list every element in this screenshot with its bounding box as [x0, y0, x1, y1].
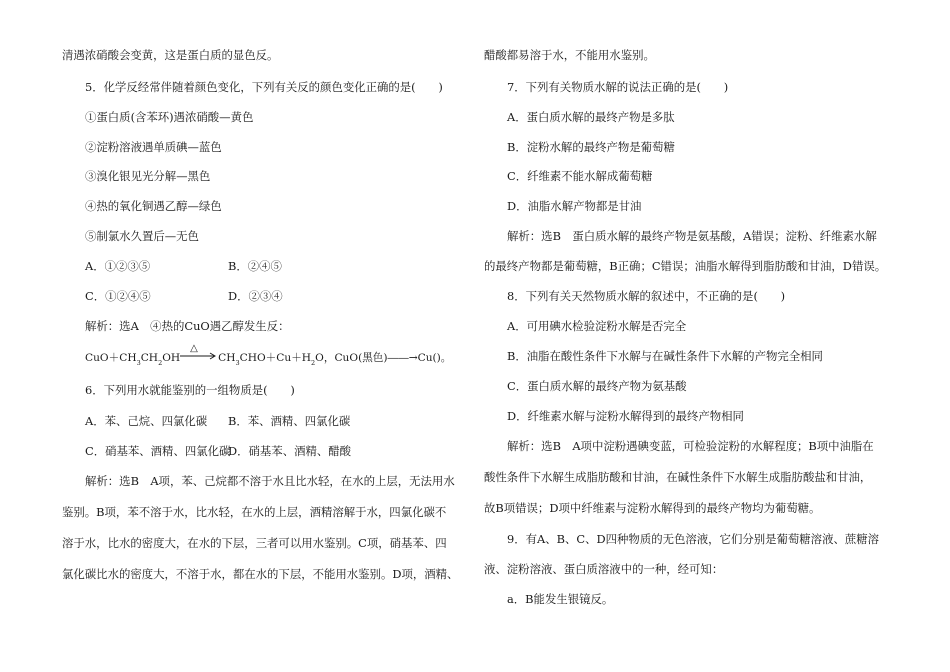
q8-option-a: A．可用碘水检验淀粉水解是否完全	[507, 319, 687, 333]
q8-option-c: C．蛋白质水解的最终产物为氨基酸	[507, 379, 687, 393]
q5-item-3: ③溴化银见光分解—黑色	[85, 169, 211, 183]
reaction-arrow: ――→	[387, 352, 418, 364]
q6-option-b: B．苯、酒精、四氯化碳	[228, 414, 351, 428]
q9-condition-a: a．B能发生银镜反。	[507, 592, 614, 606]
q5-item-2: ②淀粉溶液遇单质碘—蓝色	[85, 140, 222, 154]
q5-options-row-2	[62, 288, 283, 304]
q7-option-b: B．淀粉水解的最终产物是葡萄糖	[507, 140, 675, 154]
text-line: 清遇浓硝酸会变黄，这是蛋白质的显色反。	[62, 48, 279, 62]
q5-equation: $CuO+CH_3CH_2OH$ △ $CH_3CHO+Cu+H_2O$，CuO(黑色)――→Cu()。	[85, 343, 452, 367]
q5-item-1: ①蛋白质(含苯环)遇浓硝酸—黄色	[85, 110, 254, 124]
q6-options-row-1	[62, 413, 351, 429]
q6-analysis-line: 鉴别。B项，苯不溶于水，比水轻，在水的上层，酒精溶解于水，四氯化碳不	[62, 505, 447, 519]
q5-analysis: 解析：选A ④热的CuO遇乙醇发生反：	[85, 319, 290, 333]
q7-option-d: D．油脂水解产物都是甘油	[507, 199, 642, 213]
heat-arrow	[180, 343, 218, 364]
text-line: 醋酸都易溶于水，不能用水鉴别。	[484, 48, 655, 62]
delta-heat-icon	[180, 346, 218, 360]
q6-options-row-2	[62, 443, 352, 459]
q6-option-c: C．硝基苯、酒精、四氯化碳	[85, 444, 231, 458]
q6-analysis-line: 解析：选B A项，苯、己烷都不溶于水且比水轻，在水的上层，无法用水	[85, 474, 455, 488]
q5-option-b: B．②④⑤	[228, 259, 282, 273]
q7-analysis-line: 解析：选B 蛋白质水解的最终产物是氨基酸，A错误；淀粉、纤维素水解	[507, 229, 877, 243]
delta-sign: △	[190, 343, 198, 354]
q8-analysis-line: 酸性条件下水解生成脂肪酸和甘油，在碱性条件下水解生成脂肪酸盐和甘油，	[484, 470, 872, 484]
q5-option-a: A．①②③⑤	[85, 259, 151, 273]
q6-analysis-line: 溶于水，比水的密度大，在水的下层，三者可以用水鉴别。C项，硝基苯、四	[62, 536, 447, 550]
q8-option-b: B．油脂在酸性条件下水解与在碱性条件下水解的产物完全相同	[507, 349, 823, 363]
q5-options-row-1	[62, 258, 282, 274]
question-9-stem: 9．有A、B、C、D四种物质的无色溶液，它们分别是葡萄糖溶液、蔗糖溶	[507, 532, 880, 546]
q5-option-c: C．①②④⑤	[85, 289, 151, 303]
q6-option-a: A．苯、己烷、四氯化碳	[85, 414, 208, 428]
q6-option-d: D．硝基苯、酒精、醋酸	[228, 444, 352, 458]
q6-analysis-line: 氯化碳比水的密度大，不溶于水，都在水的下层，不能用水鉴别。D项，酒精、	[62, 567, 459, 581]
q7-option-a: A．蛋白质水解的最终产物是多肽	[507, 110, 675, 124]
question-9-stem: 液、淀粉溶液、蛋白质溶液中的一种，经可知：	[484, 562, 724, 576]
q8-analysis-line: 故B项错误；D项中纤维素与淀粉水解得到的最终产物均为葡萄糖。	[484, 501, 821, 515]
q5-item-4: ④热的氧化铜遇乙醇—绿色	[85, 199, 222, 213]
q7-analysis-line: 的最终产物都是葡萄糖，B正确；C错误；油脂水解得到脂肪酸和甘油，D错误。	[484, 259, 887, 273]
q8-option-d: D．纤维素水解与淀粉水解得到的最终产物相同	[507, 409, 744, 423]
question-7-stem: 7．下列有关物质水解的说法正确的是( )	[507, 80, 729, 94]
q7-option-c: C．纤维素不能水解成葡萄糖	[507, 169, 653, 183]
q5-item-5: ⑤制氯水久置后—无色	[85, 229, 199, 243]
question-6-stem: 6．下列用水就能鉴别的一组物质是( )	[85, 383, 295, 397]
question-8-stem: 8．下列有关天然物质水解的叙述中，不正确的是( )	[507, 289, 786, 303]
q5-option-d: D．②③④	[228, 289, 283, 303]
q8-analysis-line: 解析：选B A项中淀粉遇碘变蓝，可检验淀粉的水解程度；B项中油脂在	[507, 439, 874, 453]
question-5-stem: 5．化学反经常伴随着颜色变化，下列有关反的颜色变化正确的是( )	[85, 80, 443, 94]
